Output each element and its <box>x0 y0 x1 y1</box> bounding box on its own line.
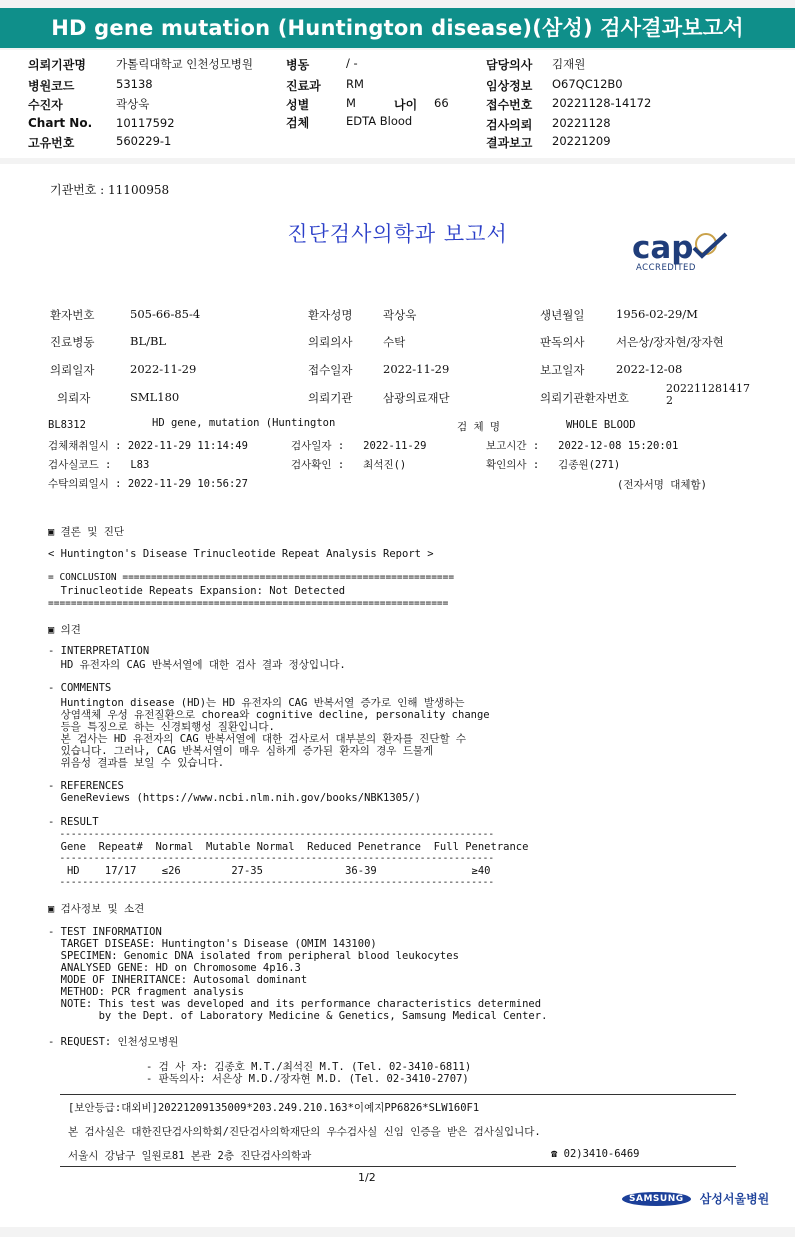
hdr-label: 검체 <box>286 116 310 130</box>
signature-line: - 판독의사: 서은상 M.D./장자현 M.D. (Tel. 02-3410-2707) <box>146 1073 469 1085</box>
comment-line: 있습니다. 그러나, CAG 반복서열이 매우 심하게 증가된 환자의 경우 드물게 <box>48 745 434 757</box>
hdr-value: 20221128 <box>552 116 611 130</box>
certification-line: 본 검사실은 대한진단검사의학회/진단검사의학재단의 우수검사실 신임 인증을 받은 검사실입니다. <box>68 1126 541 1138</box>
hdr-label: 담당의사 <box>486 58 533 72</box>
cap-accredited-logo <box>630 228 730 276</box>
address-line: 서울시 강남구 일원로81 본관 2층 진단검사의학과 <box>68 1150 312 1162</box>
result-header: Gene Repeat# Normal Mutable Normal Reduced Penetrance Full Penetrance <box>48 841 529 853</box>
report-banner: HD gene mutation (Huntington disease)(삼성) 검사결과보고서 <box>0 8 795 48</box>
collect-time: 검체채취일시 : 2022-11-29 11:14:49 <box>48 440 248 452</box>
result-rule: ---------------------------------------------------------------------------- <box>48 877 495 888</box>
test-info-line: ANALYSED GENE: HD on Chromosome 4p16.3 <box>48 962 301 974</box>
hdr-value: 곽상욱 <box>116 97 150 111</box>
test-code: BL8312 <box>48 419 86 431</box>
conclusion-line: ====================================================================== <box>48 598 449 609</box>
comment-line: - COMMENTS <box>48 682 112 694</box>
comment-line: Huntington disease (HD)는 HD 유전자의 CAG 반복서열 증가로 인해 발생하는 <box>48 697 465 709</box>
esign-note: (전자서명 대체함) <box>617 479 707 491</box>
footer-divider <box>60 1166 736 1167</box>
confirm-doctor: 확인의사 : 김종원(271) <box>486 459 621 471</box>
test-info-line: TARGET DISEASE: Huntington's Disease (OMIM 143100) <box>48 938 377 950</box>
hdr-label: 접수번호 <box>486 98 533 112</box>
result-row: HD 17/17 ≤26 27-35 36-39 ≥40 <box>48 865 491 877</box>
hdr-value: 53138 <box>116 77 153 91</box>
exam-code: 검사실코드 : L83 <box>48 459 150 471</box>
hdr-label: 나이 <box>394 98 418 112</box>
test-info-line: by the Dept. of Laboratory Medicine & Genetics, Samsung Medical Center. <box>48 1010 548 1022</box>
request-line: - REQUEST: 인천성모병원 <box>48 1036 179 1048</box>
comment-line: 상염색체 우성 유전질환으로 chorea와 cognitive decline, personality change <box>48 709 490 721</box>
patient-label: 생년월일 <box>540 308 585 322</box>
comment-line: 위음성 결과를 보일 수 있습니다. <box>48 757 225 769</box>
hdr-label: 병원코드 <box>28 79 75 93</box>
patient-label: 환자번호 <box>50 308 95 322</box>
hdr-value: 가톨릭대학교 인천성모병원 <box>116 57 253 71</box>
page-number: 1/2 <box>358 1171 376 1184</box>
patient-label: 의뢰기관 <box>308 391 353 405</box>
hdr-value: 김재원 <box>552 57 586 71</box>
patient-value: 곽상욱 <box>383 308 417 322</box>
patient-label: 환자성명 <box>308 308 353 322</box>
patient-label: 의뢰일자 <box>50 363 95 377</box>
hdr-label: 병동 <box>286 58 310 72</box>
header-info <box>0 50 795 158</box>
telephone-line: ☎ 02)3410-6469 <box>551 1148 640 1160</box>
patient-label: 의뢰기관환자번호 <box>540 391 629 405</box>
section-heading: ▣ 결론 및 진단 <box>48 526 125 538</box>
patient-value: 2022-11-29 <box>130 362 197 376</box>
report-subtitle: < Huntington's Disease Trinucleotide Repeat Analysis Report > <box>48 548 434 560</box>
comment-line: HD 유전자의 CAG 반복서열에 대한 검사 결과 정상입니다. <box>48 659 346 671</box>
comment-line: 등을 특징으로 하는 신경퇴행성 질환입니다. <box>48 721 275 733</box>
patient-label: 진료병동 <box>50 335 95 349</box>
exam-date: 검사일자 : 2022-11-29 <box>291 440 427 452</box>
hdr-label: 진료과 <box>286 79 321 93</box>
patient-label: 판독의사 <box>540 335 585 349</box>
patient-label: 보고일자 <box>540 363 585 377</box>
patient-value: SML180 <box>130 390 180 404</box>
specimen-label: 검 체 명 <box>457 421 501 433</box>
test-name: HD gene, mutation (Huntington <box>152 417 336 429</box>
hdr-label: Chart No. <box>28 116 93 130</box>
section-heading: ▣ 의견 <box>48 624 81 636</box>
hdr-value: O67QC12B0 <box>552 77 623 91</box>
hdr-value: 560229-1 <box>116 134 172 148</box>
hdr-label: 결과보고 <box>486 136 533 150</box>
hdr-value: EDTA Blood <box>346 114 413 128</box>
hdr-label: 임상정보 <box>486 79 533 93</box>
patient-value: BL/BL <box>130 334 167 348</box>
received-time: 수탁의뢰일시 : 2022-11-29 10:56:27 <box>48 478 248 490</box>
hdr-label: 고유번호 <box>28 136 75 150</box>
hdr-label: 의뢰기관명 <box>28 58 86 72</box>
patient-value: 505-66-85-4 <box>130 307 201 321</box>
patient-value: 2022-12-08 <box>616 362 683 376</box>
hdr-value: 20221209 <box>552 134 611 148</box>
test-info-line: - TEST INFORMATION <box>48 926 162 938</box>
hdr-value: 10117592 <box>116 116 175 130</box>
hdr-value: 66 <box>434 96 449 110</box>
patient-label: 접수일자 <box>308 363 353 377</box>
result-rule: ---------------------------------------------------------------------------- <box>48 829 495 840</box>
cap-logo-subtext: ACCREDITED <box>636 263 696 272</box>
institution-number: 기관번호 : 11100958 <box>50 183 170 197</box>
comment-line: 본 검사는 HD 유전자의 CAG 반복서열에 대한 검사로서 대부분의 환자를 진단할 수 <box>48 733 467 745</box>
patient-value: 서은상/장자현/장자현 <box>616 335 724 349</box>
security-line: [보안등급:대외비]20221209135009*203.249.210.163*이예지PP6826*SLW160F1 <box>68 1102 480 1114</box>
test-info-line: METHOD: PCR fragment analysis <box>48 986 244 998</box>
samsung-brand: SAMSUNG <box>622 1192 691 1206</box>
cap-logo-text: cap <box>632 230 694 266</box>
exam-confirm: 검사확인 : 최석진() <box>291 459 407 471</box>
hdr-value: RM <box>346 77 364 91</box>
patient-value: 1956-02-29/M <box>616 307 698 321</box>
reference-label: - REFERENCES <box>48 780 124 792</box>
patient-value: 202211281417 2 <box>666 382 750 407</box>
patient-label: 의뢰의사 <box>308 335 353 349</box>
patient-label: 의뢰자 <box>57 391 91 405</box>
reference-text: GeneReviews (https://www.ncbi.nlm.nih.gov/books/NBK1305/) <box>48 792 421 804</box>
comment-line: - INTERPRETATION <box>48 645 150 657</box>
report-time: 보고시간 : 2022-12-08 15:20:01 <box>486 440 679 452</box>
specimen-value: WHOLE BLOOD <box>566 419 636 431</box>
footer-divider <box>60 1094 736 1095</box>
test-info-line: SPECIMEN: Genomic DNA isolated from peripheral blood leukocytes <box>48 950 459 962</box>
patient-value: 삼광의료재단 <box>383 391 450 405</box>
hospital-name: 삼성서울병원 <box>699 1192 770 1206</box>
result-label: - RESULT <box>48 816 99 828</box>
patient-value: 2022-11-29 <box>383 362 450 376</box>
report-title: 진단검사의학과 보고서 <box>287 222 508 246</box>
hdr-label: 수진자 <box>28 98 63 112</box>
conclusion-text: Trinucleotide Repeats Expansion: Not Detected <box>48 585 346 597</box>
hdr-value: / - <box>346 56 358 70</box>
hdr-label: 성별 <box>286 98 310 112</box>
section-heading: ▣ 검사정보 및 소견 <box>48 903 145 915</box>
hdr-label: 검사의뢰 <box>486 118 533 132</box>
conclusion-line: = CONCLUSION ========================================================== <box>48 572 455 583</box>
patient-value: 수탁 <box>383 335 406 349</box>
result-rule: ---------------------------------------------------------------------------- <box>48 853 495 864</box>
signature-line: - 검 사 자: 김종호 M.T./최석진 M.T. (Tel. 02-3410-6811) <box>146 1061 472 1073</box>
test-info-line: NOTE: This test was developed and its performance characteristics determined <box>48 998 542 1010</box>
hdr-value: 20221128-14172 <box>552 96 652 110</box>
hdr-value: M <box>346 96 356 110</box>
test-info-line: MODE OF INHERITANCE: Autosomal dominant <box>48 974 308 986</box>
samsung-hospital-logo <box>622 1188 769 1207</box>
